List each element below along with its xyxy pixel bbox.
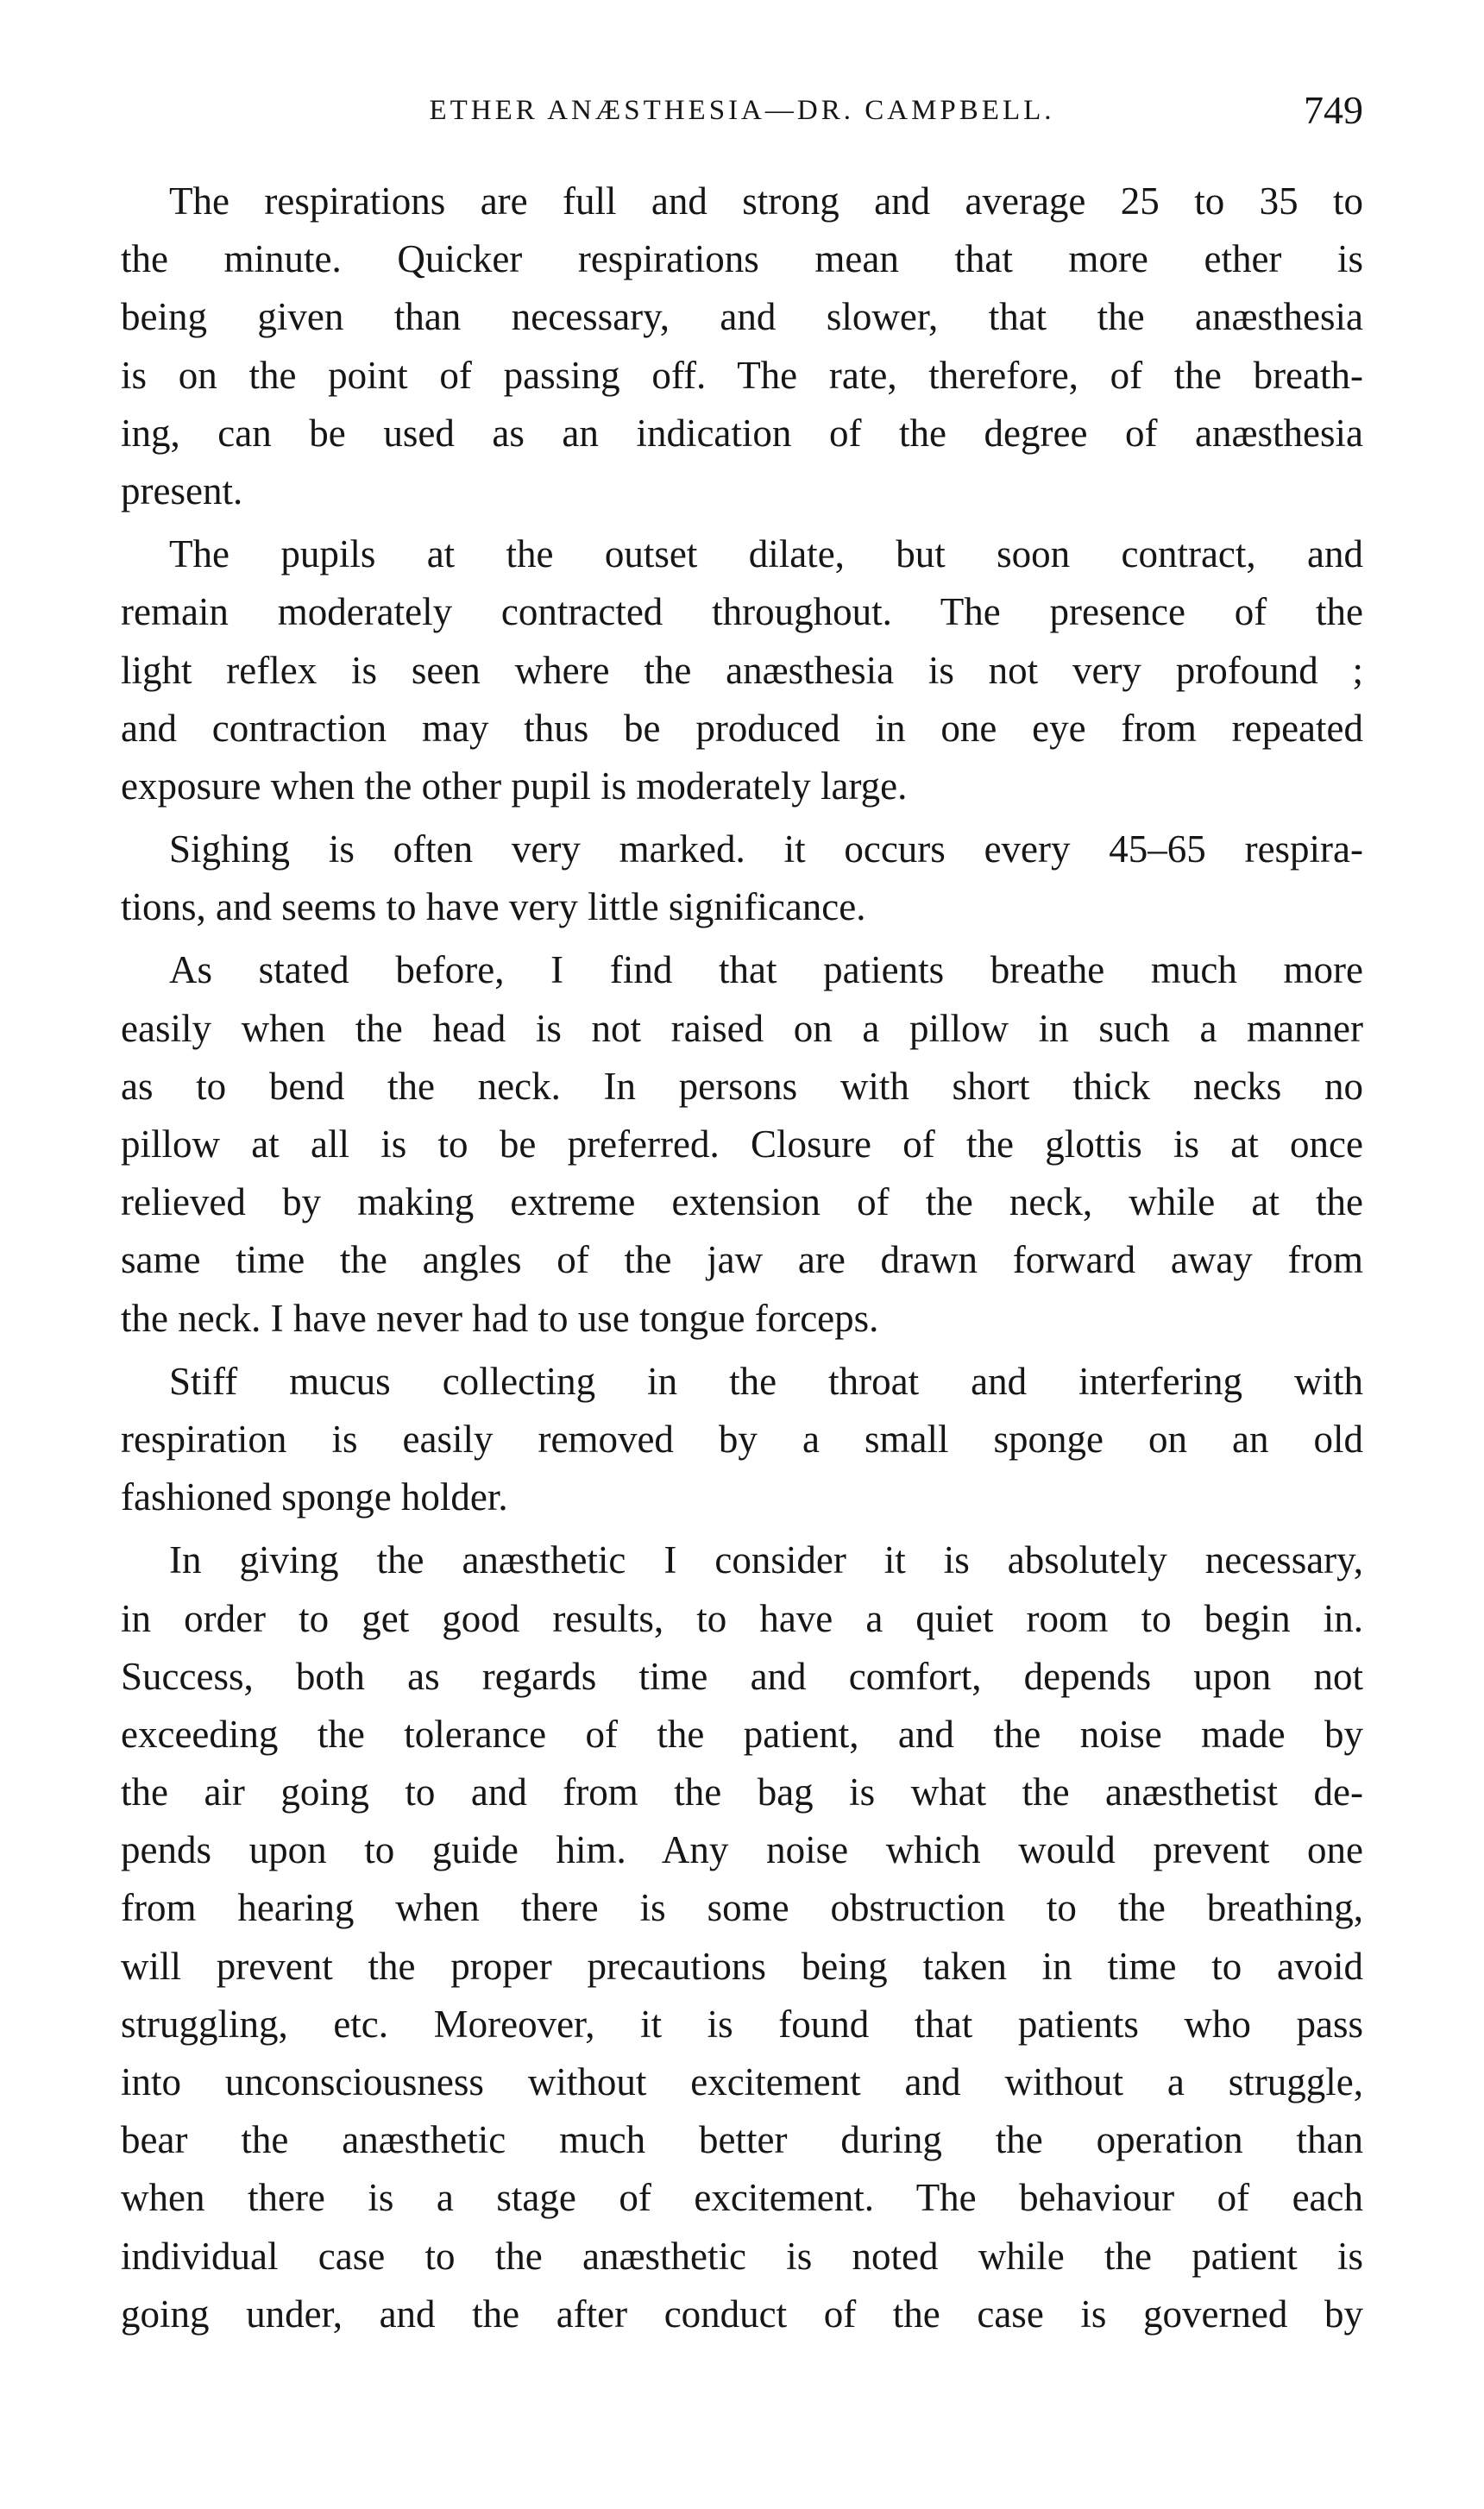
text-line: light reflex is seen where the anæsthesia is not very profound ; — [121, 648, 1363, 692]
text-line: from hearing when there is some obstruction to the breathing, — [121, 1886, 1363, 1930]
text-line: as to bend the neck. In persons with short thick necks no — [121, 1064, 1363, 1108]
running-title: ETHER ANÆSTHESIA—DR. CAMPBELL. — [429, 95, 1055, 126]
page-number: 749 — [1304, 88, 1363, 132]
text-line: respiration is easily removed by a small sponge on an old — [121, 1417, 1363, 1461]
text-line: will prevent the proper precautions being taken in time to avoid — [121, 1944, 1363, 1988]
text-line: when there is a stage of excitement. The behaviour of each — [121, 2176, 1363, 2220]
text-line: and contraction may thus be produced in one eye from repeated — [121, 706, 1363, 750]
text-line: In giving the anæsthetic I consider it is absolutely necessary, — [169, 1538, 1363, 1582]
paragraph — [121, 821, 1363, 936]
text-line: going under, and the after conduct of the case is governed by — [121, 2292, 1363, 2336]
text-line: in order to get good results, to have a quiet room to begin in. — [121, 1596, 1363, 1640]
text-line: the air going to and from the bag is what the anæsthetist de- — [121, 1770, 1363, 1814]
text-line: individual case to the anæsthetic is noted while the patient is — [121, 2234, 1363, 2278]
text-line: the neck. I have never had to use tongue forceps. — [121, 1296, 879, 1340]
text-line: The respirations are full and strong and average 25 to 35 to — [169, 179, 1363, 223]
running-head — [121, 85, 1363, 136]
paragraph — [121, 1353, 1363, 1527]
text-line: easily when the head is not raised on a pillow in such a manner — [121, 1006, 1363, 1050]
text-line: ing, can be used as an indication of the degree of anæsthesia — [121, 411, 1363, 455]
text-line: is on the point of passing off. The rate, therefore, of the breath- — [121, 353, 1363, 397]
text-line: struggling, etc. Moreover, it is found that patients who pass — [121, 2002, 1363, 2046]
text-line: pillow at all is to be preferred. Closure of the glottis is at once — [121, 1122, 1363, 1166]
text-line: relieved by making extreme extension of the neck, while at the — [121, 1180, 1363, 1224]
text-line: being given than necessary, and slower, that the anæsthesia — [121, 295, 1363, 339]
text-line: the minute. Quicker respirations mean that more ether is — [121, 237, 1363, 281]
paragraph — [121, 525, 1363, 815]
text-line: same time the angles of the jaw are drawn forward away from — [121, 1238, 1363, 1282]
paragraph — [121, 173, 1363, 520]
text-line: pends upon to guide him. Any noise which would prevent one — [121, 1828, 1363, 1872]
text-line: As stated before, I find that patients breathe much more — [169, 948, 1363, 992]
text-line: exceeding the tolerance of the patient, and the noise made by — [121, 1712, 1363, 1756]
paragraph — [121, 941, 1363, 1347]
text-line: remain moderately contracted throughout. The presence of the — [121, 590, 1363, 634]
text-line: fashioned sponge holder. — [121, 1475, 508, 1519]
text-line: Sighing is often very marked. it occurs every 45–65 respira- — [169, 827, 1363, 871]
text-line: bear the anæsthetic much better during the operation than — [121, 2118, 1363, 2162]
paragraph — [121, 1531, 1363, 2343]
text-line: into unconsciousness without excitement and without a struggle, — [121, 2060, 1363, 2103]
text-line: tions, and seems to have very little significance. — [121, 885, 866, 929]
text-line: exposure when the other pupil is moderately large. — [121, 764, 908, 808]
text-line: The pupils at the outset dilate, but soon contract, and — [169, 532, 1363, 576]
body-text — [121, 173, 1363, 2349]
text-line: Success, both as regards time and comfort, depends upon not — [121, 1654, 1363, 1698]
text-line: present. — [121, 468, 243, 512]
text-line: Stiff mucus collecting in the throat and interfering with — [169, 1359, 1363, 1403]
